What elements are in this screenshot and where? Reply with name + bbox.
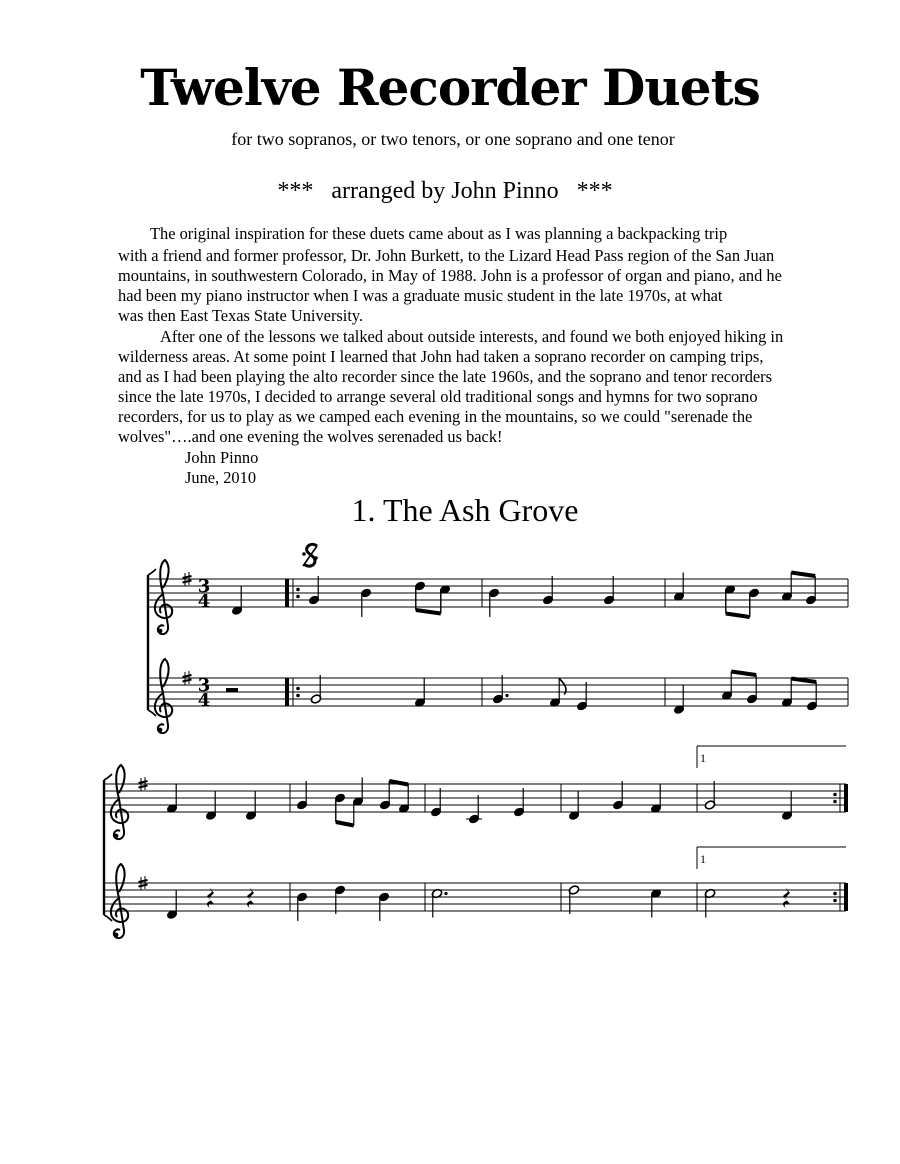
- note: [721, 672, 733, 701]
- intro-line: After one of the lessons we talked about outside interests, and found we both enjoyed hiking in: [160, 327, 784, 346]
- note-beam: [791, 679, 816, 683]
- note: [430, 788, 442, 817]
- note: [612, 781, 624, 810]
- note: [746, 675, 758, 704]
- note: [568, 792, 580, 821]
- note-beam: [731, 672, 756, 676]
- intro-line: wilderness areas. At some point I learned that John had taken a soprano recorder on camping trips,: [118, 347, 764, 366]
- note: [650, 785, 662, 814]
- note-beam: [791, 573, 815, 577]
- note: [205, 792, 217, 821]
- note: [542, 576, 554, 605]
- note: [673, 573, 685, 602]
- treble-clef-icon: [155, 560, 172, 634]
- note: [360, 588, 372, 617]
- repeat-dot: [296, 694, 300, 698]
- note: [781, 792, 793, 821]
- note: [603, 576, 615, 605]
- treble-clef-icon: [155, 659, 172, 733]
- note: [308, 576, 320, 605]
- treble-clef-icon: [111, 765, 128, 839]
- note: [379, 781, 391, 810]
- note: [650, 888, 662, 917]
- repeat-dot: [296, 595, 300, 599]
- intro-line: wolves"….and one evening the wolves serenaded us back!: [118, 427, 503, 446]
- system-bracket: [104, 774, 112, 780]
- note: [166, 891, 178, 920]
- note: [468, 795, 480, 824]
- repeat-dot: [833, 800, 837, 804]
- note: [549, 679, 566, 708]
- volta-number: 1: [700, 751, 706, 765]
- note: [805, 576, 817, 605]
- repeat-dot: [296, 588, 300, 592]
- note: [704, 781, 716, 810]
- note: [488, 588, 500, 617]
- note: [431, 888, 447, 917]
- note-beam: [336, 822, 354, 826]
- note: [398, 785, 410, 814]
- intro-line: with a friend and former professor, Dr. John Burkett, to the Lizard Head Pass region of the San Juan: [118, 246, 775, 265]
- repeat-dot: [833, 892, 837, 896]
- note-beam: [726, 614, 750, 618]
- intro-line: recorders, for us to play as we camped each evening in the mountains, so we could "serenade the: [118, 407, 753, 426]
- intro-line: was then East Texas State University.: [118, 306, 364, 325]
- note: [513, 788, 525, 817]
- note: [166, 785, 178, 814]
- volta-number: 1: [700, 852, 706, 866]
- note: [492, 675, 508, 704]
- intro-line: since the late 1970s, I decided to arrange several old traditional songs and hymns for two soprano: [118, 387, 758, 406]
- repeat-dot: [833, 793, 837, 797]
- note: [704, 888, 716, 917]
- signature-name: John Pinno: [185, 448, 259, 467]
- signature-date: June, 2010: [185, 468, 257, 487]
- document-subtitle: for two sopranos, or two tenors, or one soprano and one tenor: [231, 129, 675, 149]
- intro-line: The original inspiration for these duets came about as I was planning a backpacking trip: [150, 224, 728, 243]
- time-signature-bottom: 4: [197, 690, 211, 711]
- repeat-dot: [296, 687, 300, 691]
- note: [296, 781, 308, 810]
- time-signature-top: 3: [197, 576, 211, 597]
- intro-line: had been my piano instructor when I was a graduate music student in the late 1970s, at what: [118, 286, 723, 305]
- treble-clef-icon: [111, 864, 128, 938]
- note: [781, 679, 793, 708]
- system-bracket: [148, 569, 156, 575]
- note: [568, 885, 580, 914]
- intro-line: mountains, in southwestern Colorado, in May of 1988. John is a professor of organ and piano, and he: [118, 266, 782, 285]
- intro-line: and as I had been playing the alto recorder since the late 1960s, and the soprano and tenor recorders: [118, 367, 773, 386]
- note: [296, 892, 308, 921]
- augmentation-dot: [444, 892, 447, 895]
- segno-icon: [302, 544, 318, 566]
- note: [334, 885, 346, 914]
- time-signature-bottom: 4: [197, 591, 211, 612]
- note: [245, 792, 257, 821]
- note: [781, 573, 793, 602]
- time-signature-top: 3: [197, 675, 211, 696]
- document-title: Twelve Recorder Duets: [140, 58, 760, 117]
- note: [310, 675, 322, 704]
- note-beam: [416, 610, 441, 614]
- note: [576, 682, 588, 711]
- note: [673, 686, 685, 715]
- note: [378, 892, 390, 921]
- half-rest-icon: [226, 688, 238, 692]
- arranger-credit: *** arranged by John Pinno ***: [277, 178, 613, 204]
- note: [414, 679, 426, 708]
- augmentation-dot: [505, 694, 508, 697]
- repeat-dot: [833, 899, 837, 903]
- piece-title: 1. The Ash Grove: [351, 492, 579, 528]
- note: [806, 682, 818, 711]
- note: [231, 587, 243, 616]
